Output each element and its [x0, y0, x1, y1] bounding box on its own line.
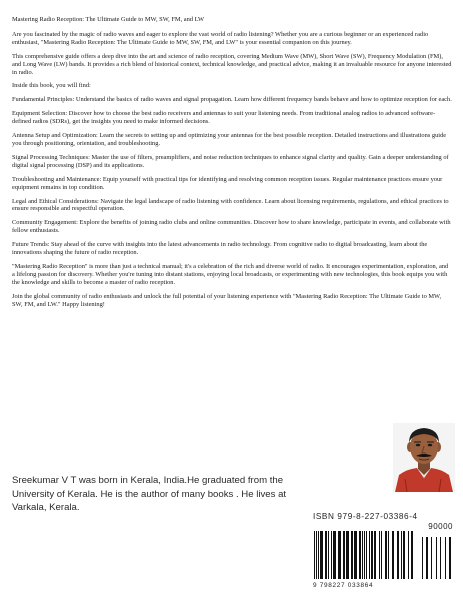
description-closing: Join the global community of radio enthusiasts and unlock the full potential of your listening experience with "Mastering Radio Reception: The Ultimate Guide to MW, SW, FM, and LW." Happy listening! [12, 292, 442, 308]
barcode-bar [333, 531, 336, 579]
barcode-bar [403, 531, 405, 579]
barcode-bar [362, 531, 363, 579]
barcode-bar [401, 531, 402, 579]
price-addon-bar [436, 537, 437, 579]
barcode-bar [325, 531, 327, 579]
topic-antenna-setup: Antenna Setup and Optimization: Learn the secrets to setting up and optimizing your antennas for the best possible reception. Detailed instructions and illustrations guide you through positioning, orientation, and troubleshooting. [12, 132, 447, 147]
barcode-bar [359, 531, 361, 579]
barcode-bars [312, 531, 452, 581]
price-addon-bar [422, 537, 423, 579]
barcode-bar [316, 531, 317, 579]
barcode-bar [397, 531, 399, 579]
barcode-bar [411, 531, 413, 579]
barcode-bar [318, 531, 319, 579]
barcode-bar [328, 531, 329, 579]
topic-signal-processing: Signal Processing Techniques: Master the use of filters, preamplifiers, and noise reduction techniques to enhance signal clarity and quality. Gain a deeper understanding of digital signal processing (DSP) and its applications. [12, 153, 449, 169]
topic-troubleshooting: Troubleshooting and Maintenance: Equip yourself with practical tips for identifying and resolving common reception issues. Regular maintenance practices ensure your equipment remains in top condition. [12, 175, 443, 191]
price-addon-bar [449, 537, 451, 579]
barcode-bar [314, 531, 315, 579]
author-photo [393, 423, 455, 492]
barcode-bar [364, 531, 365, 579]
barcode-bar [320, 531, 323, 579]
barcode-bar [366, 531, 367, 579]
topic-fundamental-principles: Fundamental Principles: Understand the basics of radio waves and signal propagation. Learn how different frequency bands behave and how to optimize reception for each. [12, 96, 452, 104]
barcode-bar [369, 531, 370, 579]
description-title: Mastering Radio Reception: The Ultimate Guide to MW, SW, FM, and LW [12, 16, 205, 23]
barcode-bar [331, 531, 332, 579]
description-intro: Are you fascinated by the magic of radio waves and eager to explore the vast world of radio listening? Whether you are a curious beginner or an experienced radio enthusiast, "Mastering Radio Reception: The Ultimate Guide to MW, SW, FM, and LW" is your essential companion on this journey. [12, 30, 429, 46]
description-celebration: "Mastering Radio Reception" is more than just a technical manual; it's a celebration of the rich and diverse world of radio. It encourages experimentation, exploration, and a lifelong passion for discovery. Whether you're tuning into distant stations, enjoying local broadcasts, or experimenting with new technologies, this book equips you with the knowledge and skills to become a master of radio reception. [12, 262, 449, 286]
barcode-bar [346, 531, 349, 579]
topic-community: Community Engagement: Explore the benefits of joining radio clubs and online communities. Discover how to share knowledge, participate in events, and collaborate with fellow enthusiasts. [12, 219, 451, 235]
author-bio: Sreekumar V T was born in Kerala, India.He graduated from the University of Kerala. He is the author of many books . He lives at Varkala, Kerala. [12, 475, 287, 513]
isbn-label: ISBN 979-8-227-03386-4 [313, 512, 418, 521]
inside-heading: Inside this book, you will find: [12, 82, 91, 90]
price-addon-bar [431, 537, 432, 579]
barcode-digits: 9 798227 033864 [313, 582, 374, 589]
barcode-bar [385, 531, 387, 579]
topic-equipment-selection: Equipment Selection: Discover how to choose the best radio receivers and antennas to suit your listening needs. From traditional analog radios to advanced software-defined radios (SDRs), get the insights you need to make informed decisions. [12, 110, 436, 126]
barcode-bar [371, 531, 373, 579]
isbn-barcode [309, 512, 455, 592]
price-addon-bar [445, 537, 446, 579]
price-addon-bar [426, 537, 428, 579]
barcode-bar [392, 531, 394, 579]
barcode-bar [379, 531, 380, 579]
barcode-bar [338, 531, 341, 579]
barcode-bar [351, 531, 353, 579]
price-addon-bar [440, 537, 441, 579]
price-code: 90000 [428, 522, 453, 531]
barcode-bar [374, 531, 376, 579]
topic-legal-ethical: Legal and Ethical Considerations: Navigate the legal landscape of radio listening with confidence. Learn about licensing requirements, regulations, and ethical practices to ensure responsible and respectful operation. [12, 197, 449, 213]
barcode-bar [381, 531, 382, 579]
barcode-bar [354, 531, 357, 579]
topic-future-trends: Future Trends: Stay ahead of the curve with insights into the latest advancements in radio technology. From cognitive radio to digital broadcasting, learn about the innovations shaping the future of radio reception. [12, 241, 428, 257]
description-overview: This comprehensive guide offers a deep dive into the art and science of radio reception, covering Medium Wave (MW), Short Wave (SW), Frequency Modulation (FM), and Long Wave (LW) bands. It provides a rich blend of historical context, technical knowledge, and practical advice, making it an invaluable resource for anyone interested in radio. [12, 52, 452, 76]
barcode-bar [343, 531, 345, 579]
barcode-bar [388, 531, 389, 579]
barcode-bar [408, 531, 409, 579]
book-description [12, 16, 452, 314]
